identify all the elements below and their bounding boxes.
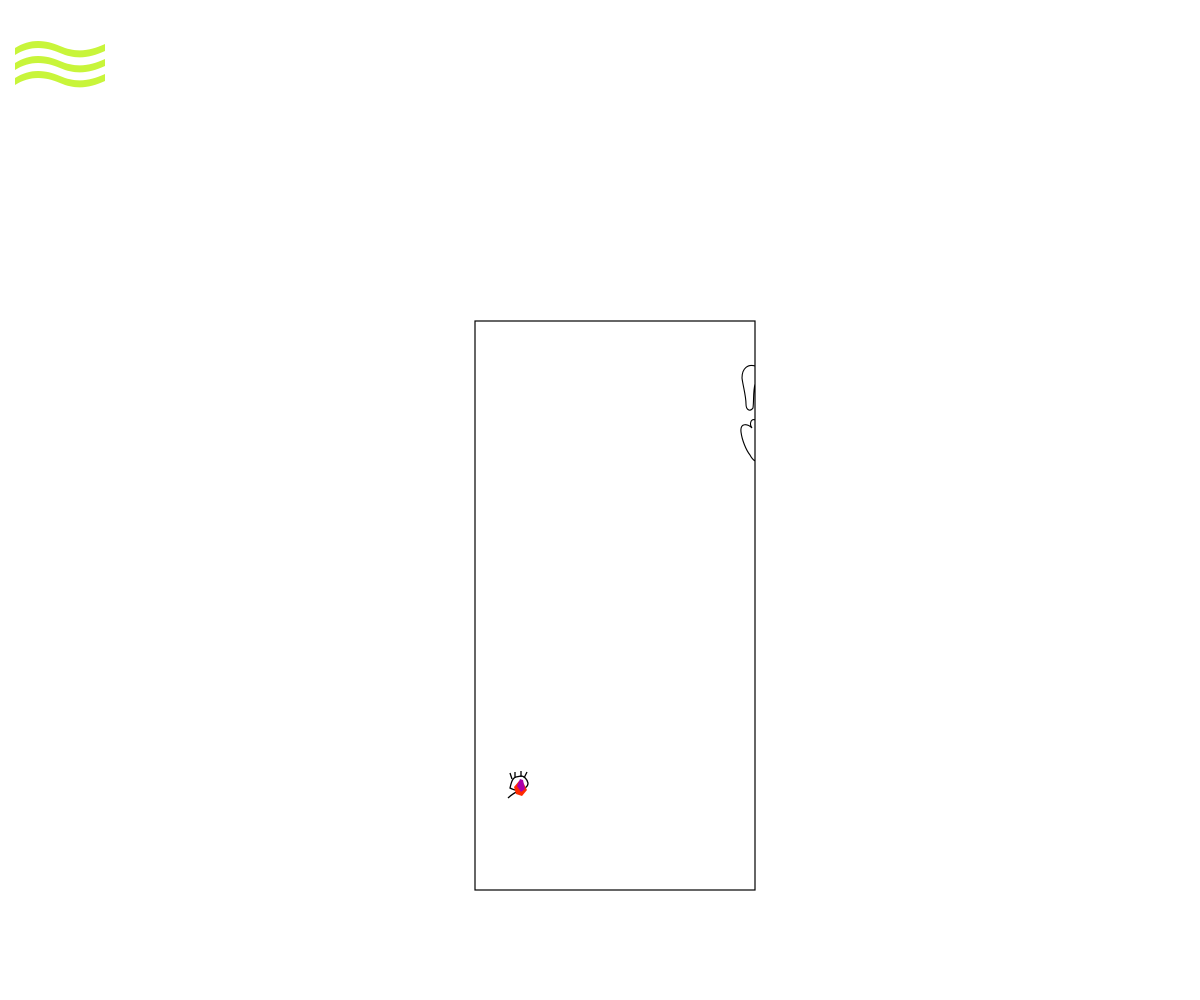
ash-plume — [514, 779, 527, 796]
coastline-svalbard — [741, 366, 755, 462]
map-frame — [475, 321, 755, 890]
